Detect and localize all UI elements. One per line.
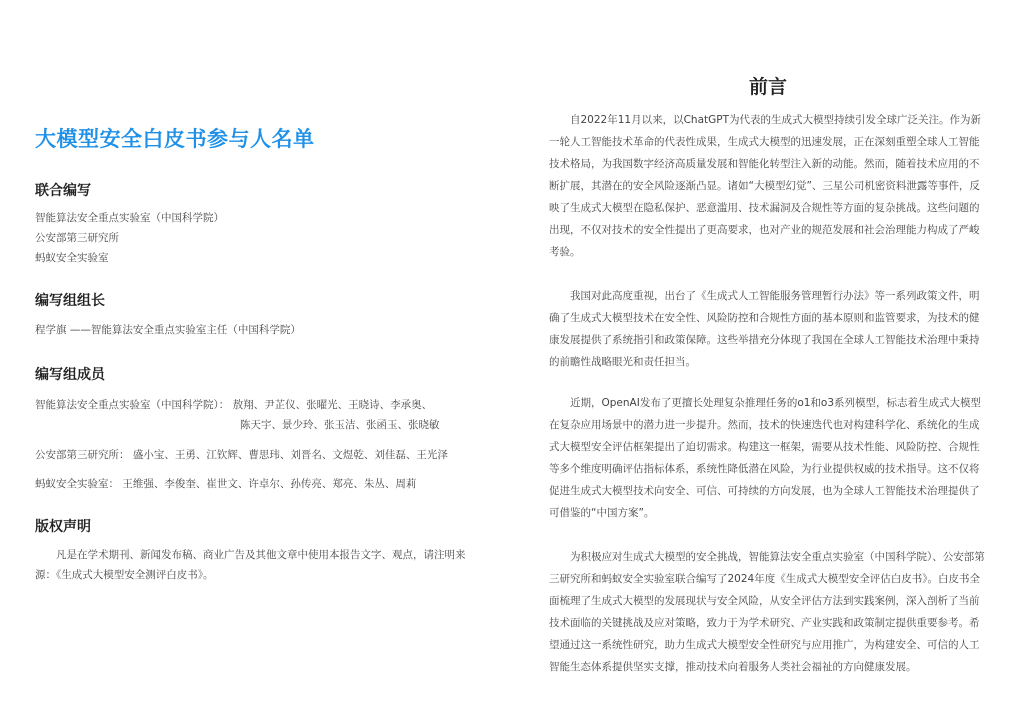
leader-text: 程学旗 ——智能算法安全重点实验室主任（中国科学院） <box>35 324 301 336</box>
document-title: 大模型安全白皮书参与人名单 <box>35 127 315 151</box>
copyright-heading: 版权声明 <box>35 519 91 535</box>
preface-title: 前言 <box>748 76 787 98</box>
leader-heading: 编写组组长 <box>35 293 105 309</box>
right-page <box>512 0 1024 724</box>
members-line: 陈天宇、景少玲、张玉洁、张函玉、张晓敏 <box>240 419 440 431</box>
members-heading: 编写组成员 <box>35 367 105 383</box>
members-line: 公安部第三研究所： 盛小宝、王勇、江钦辉、曹思玮、刘晋名、文煜乾、刘佳磊、王光泽 <box>35 449 448 461</box>
members-line: 蚂蚁安全实验室： 王维强、李俊奎、崔世文、许卓尔、孙传亮、郑亮、朱丛、周莉 <box>35 478 417 490</box>
joint-author-item: 蚂蚁安全实验室 <box>35 252 109 264</box>
members-line: 智能算法安全重点实验室（中国科学院）： 敖翔、尹芷仪、张曜光、王晓诗、李承奥、 <box>35 399 433 411</box>
preface-paragraph: 我国对此高度重视，出台了《生成式人工智能服务管理暂行办法》等一系列政策文件，明确了生成式大模型技术在安全性、风险防控和合规性方面的基本原则和监管要求，为技术的健康发展提供了系统指引和政策保障。这些举措充分体现了我国在全球人工智能技术治理中秉持的前瞻性战略眼光和责任担当。 <box>549 290 980 368</box>
preface-paragraph: 为积极应对生成式大模型的安全挑战，智能算法安全重点实验室（中国科学院）、公安部第三研究所和蚂蚁安全实验室联合编写了2024年度《生成式大模型安全评估白皮书》。白皮书全面梳理了生成式大模型的发展现状与安全风险，从安全评估方法到实践案例，深入剖析了当前技术面临的关键挑战及应对策略，致力于为学术研究、产业实践和政策制定提供重要参考。希望通过这一系统性研究，助力生成式大模型安全性研究与应用推广，为构建安全、可信的人工智能生态体系提供坚实支撑，推动技术向着服务人类社会福祉的方向健康发展。 <box>549 551 985 673</box>
joint-author-item: 智能算法安全重点实验室（中国科学院） <box>35 212 224 224</box>
preface-paragraph: 自2022年11月以来，以ChatGPT为代表的生成式大模型持续引发全球广泛关注。作为新一轮人工智能技术革命的代表性成果，生成式大模型的迅速发展，正在深刻重塑全球人工智能技术格局，为我国数字经济高质量发展和智能化转型注入新的动能。然而，随着技术应用的不断扩展，其潜在的安全风险逐渐凸显。诸如“大模型幻觉”、三星公司机密资料泄露等事件，反映了生成式大模型在隐私保护、恶意滥用、技术漏洞及合规性等方面的复杂挑战。这些问题的出现，不仅对技术的安全性提出了更高要求，也对产业的规范发展和社会治理能力构成了严峻考验。 <box>549 114 982 258</box>
joint-author-item: 公安部第三研究所 <box>35 232 119 244</box>
joint-authors-heading: 联合编写 <box>35 183 91 199</box>
preface-paragraph: 近期，OpenAI发布了更擅长处理复杂推理任务的o1和o3系列模型，标志着生成式大模型在复杂应用场景中的潜力进一步提升。然而，技术的快速迭代也对构建科学化、系统化的生成式大模型安全评估框架提出了迫切需求。构建这一框架，需要从技术性能、风险防控、合规性等多个维度明确评估指标体系，系统性降低潜在风险，为行业提供权威的技术指导。这不仅将促进生成式大模型技术向安全、可信、可持续的方向发展，也为全球人工智能技术治理提供了可借鉴的“中国方案”。 <box>549 397 982 519</box>
copyright-text: 凡是在学术期刊、新闻发布稿、商业广告及其他文章中使用本报告文字、观点，请注明来源：《生成式大模型安全测评白皮书》。 <box>35 549 466 581</box>
